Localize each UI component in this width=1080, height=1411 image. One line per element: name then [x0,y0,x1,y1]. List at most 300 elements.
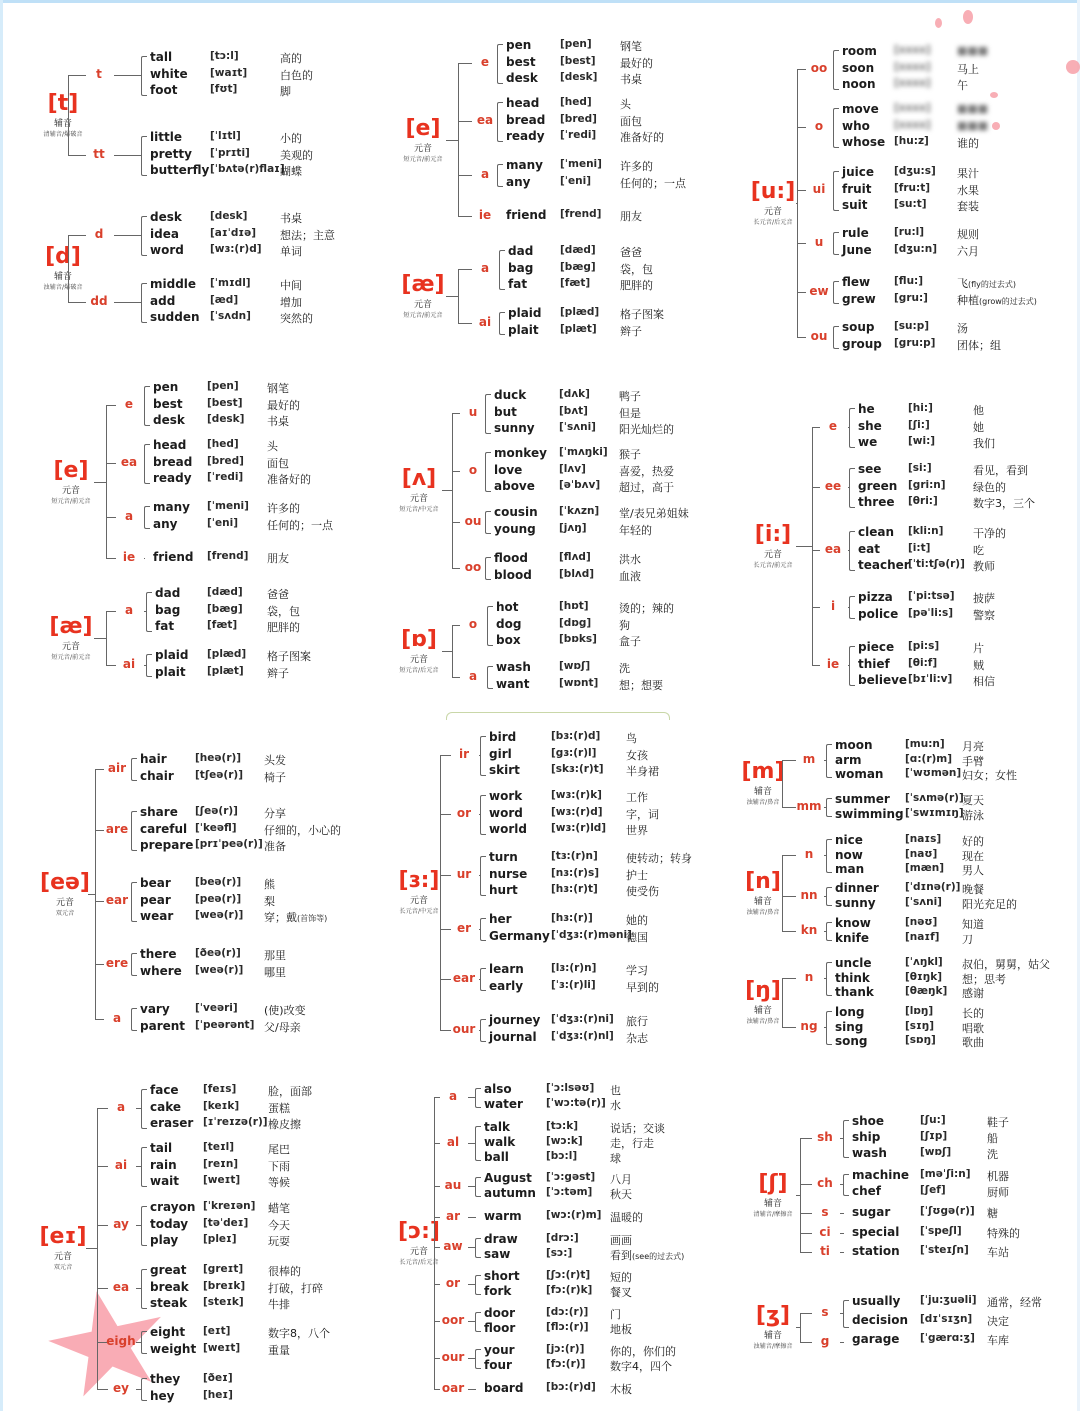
head-connector [446,140,458,141]
english-word: love [494,462,523,477]
english-word: dad [155,586,181,600]
chinese-meaning [264,805,286,821]
tree-trunk [800,1313,801,1342]
chinese-meaning [973,435,995,451]
word-bracket [475,1177,481,1197]
word-bracket [480,968,486,991]
meaning-text: 数字4，四个 [610,1360,672,1373]
english-word: wash [852,1146,887,1160]
english-word: talk [484,1120,510,1134]
tree-trunk [458,269,459,323]
chinese-meaning [268,1200,290,1216]
chinese-meaning [973,419,984,435]
meaning-text: 团体；组 [957,338,1001,352]
phonetic: [bred] [560,112,597,125]
english-word: world [489,822,527,836]
english-word: uncle [835,956,872,970]
english-word: wait [150,1174,180,1188]
phoneme-subtype: 双元音 [53,1263,73,1271]
phonetic: [wɜ:(r)k] [551,789,602,801]
meaning-text: 水 [610,1099,621,1112]
word-bracket [475,1238,481,1258]
english-word: she [858,418,882,433]
chinese-meaning [973,525,1006,541]
phonetic: [naɪs] [905,833,942,845]
phonetic: [xxxx] [894,77,931,89]
meaning-text: 任何的；一点 [620,176,686,190]
meaning-text: 熊 [264,878,275,891]
chinese-meaning [620,55,653,71]
phonetic: [flʌd] [559,551,591,563]
spelling-pattern: a [124,508,134,523]
english-word: hey [150,1388,175,1403]
meaning-text: 哪里 [264,965,286,979]
phoneme-subtype: 短元音/前元音 [51,496,91,505]
chinese-meaning [957,337,1001,353]
english-word: steak [150,1296,188,1310]
meaning-text: ■■■ [957,44,989,57]
word-bracket [131,1008,137,1031]
phonetic: [bʌt] [559,404,588,417]
meaning-text: 球 [610,1152,621,1165]
english-word: desk [150,210,182,224]
phonetic: [keɪk] [203,1099,240,1112]
phonetic: [wi:] [908,435,936,447]
phonetic: [dæd] [207,586,243,598]
word-bracket [826,887,832,906]
tree-trunk [68,235,69,302]
decor-dot [990,92,998,98]
phonetic: [ˈdɪnə(r)] [905,881,961,893]
spelling-pattern: ea [112,1279,130,1294]
chinese-meaning [957,243,979,259]
english-word: August [484,1171,532,1185]
spelling-pattern: a [480,260,490,275]
meaning-text: 任何的；一点 [267,518,333,532]
english-word: pizza [858,590,893,604]
meaning-text: 也 [610,1084,621,1097]
phonetic: [hɒt] [559,600,589,612]
meaning-text: 女孩 [626,748,648,762]
phonetic: [bɔ:(r)d] [546,1381,596,1393]
english-word: pear [140,892,171,907]
spelling-pattern: ai [122,656,136,671]
meaning-text: 谁的 [957,137,979,150]
english-word: careful [140,821,188,836]
word-bracket [833,326,839,349]
chinese-meaning [626,979,659,995]
meaning-text: 书桌 [620,73,642,86]
meaning-text: 洗 [987,1148,998,1161]
phonetic: [hu:z] [894,135,929,147]
meaning-text: 脸，面部 [268,1085,312,1098]
meaning-text: 头发 [264,754,286,767]
meaning-text: 鸟 [626,732,637,745]
phonetic: [xxxx] [894,60,931,73]
phonetic: [ˈredi] [560,129,597,141]
meaning-text: 短的 [610,1271,632,1284]
meaning-text: 八月 [610,1173,632,1186]
phonetic: [ˈeni] [560,174,592,187]
spelling-pattern: ch [817,1176,833,1190]
word-bracket [843,1174,849,1196]
english-word: pretty [150,146,192,161]
english-word: hot [496,600,519,614]
chinese-meaning [280,227,335,243]
word-bracket [141,1206,147,1246]
phonetic: [ru:l] [894,226,925,238]
word-bracket [475,1275,481,1295]
meaning-text: 飞 [957,277,968,290]
spelling-pattern: u [468,404,478,419]
phoneme-category: 元音 [413,143,432,154]
english-word: box [496,633,521,647]
phonetic: [nəʊ] [905,916,938,928]
meaning-text: 字，词 [626,807,659,821]
meaning-text: 朋友 [620,210,642,223]
english-word: desk [506,71,538,85]
phonetic: [bæg] [207,602,243,615]
meaning-text: 突然的 [280,312,313,325]
word-bracket [497,164,503,187]
spelling-pattern: are [105,821,129,836]
branch-line [840,1342,844,1343]
chinese-meaning [957,135,979,151]
spelling-pattern: t [96,66,102,81]
english-word: any [506,174,531,189]
english-word: many [153,500,190,514]
phonetic: [greɪt] [203,1263,244,1275]
phonetic: [weə(r)] [195,963,244,976]
meaning-text: 秋天 [610,1188,632,1201]
phoneme-heading [28,91,98,138]
english-word: think [835,970,870,985]
meaning-text: 厨师 [987,1186,1009,1199]
phonetic: [gru:p] [894,336,936,349]
word-bracket [826,744,832,778]
phonetic: [fɔ:(r)k] [546,1284,593,1296]
chinese-meaning [957,61,979,77]
english-word: soon [842,60,875,75]
meaning-text: 袋，包 [620,262,653,276]
word-bracket [141,1331,147,1354]
branch-line [114,75,142,76]
spelling-pattern: ir [458,746,470,761]
phonetic: [ˈju:ʒuəli] [920,1294,977,1306]
english-word: warm [484,1209,522,1223]
chinese-meaning [280,210,302,226]
chinese-meaning [267,665,289,681]
phonetic: [sɪŋ] [905,1019,935,1032]
chinese-meaning [267,413,289,429]
english-word: monkey [494,446,547,460]
head-connector [94,638,106,639]
spelling-pattern: i [830,598,836,613]
meaning-text: 餐叉 [610,1286,632,1299]
english-word: three [858,495,895,509]
chinese-meaning [610,1232,632,1248]
chinese-meaning [267,550,289,566]
phoneme-category: 元音 [409,896,428,907]
phonetic: [best] [207,396,243,409]
english-word: arm [835,752,862,767]
spelling-pattern: air [107,760,127,775]
english-word: above [494,479,535,493]
meaning-text: 椅子 [264,770,286,784]
english-word: great [150,1263,187,1277]
word-bracket [480,918,486,941]
chinese-meaning [264,947,286,963]
meaning-text: 午 [957,79,968,92]
phonetic: [bɔ:l] [546,1150,578,1162]
phonetic: [wɜ:(r)d] [210,243,262,255]
chinese-meaning [268,1217,290,1233]
meaning-text: ■■■ [957,118,989,132]
branch-line [114,235,142,236]
meaning-text: 好的 [962,835,984,848]
phoneme-category: 元音 [55,897,74,908]
meaning-text: 美观的 [280,148,313,162]
phoneme-subtype: 短元音/前元音 [403,154,443,163]
meaning-note: (fly的过去式) [968,280,1017,289]
word-bracket [487,606,493,646]
spelling-pattern: ee [824,478,842,493]
english-word: sunny [494,421,535,435]
chinese-meaning [610,1082,621,1098]
phonetic: [hi:] [908,402,933,414]
english-word: vary [140,1002,170,1016]
word-bracket [141,56,147,96]
word-bracket [131,811,137,851]
english-word: turn [489,850,518,864]
phoneme-symbol: [t] [47,90,79,116]
spelling-pattern: n [804,846,814,861]
chinese-meaning [280,243,302,259]
phonetic: [ˈɜ:(r)li] [551,978,596,991]
english-word: chef [852,1184,882,1198]
meaning-text: 走，行走 [610,1137,654,1150]
phoneme-symbol: [eɪ] [39,1224,87,1250]
chinese-meaning [619,479,674,495]
phonetic: [bɒks] [559,633,597,645]
chinese-meaning [626,1030,648,1046]
meaning-text: 世界 [626,824,648,837]
phonetic: [desk] [560,71,598,83]
chinese-meaning [267,438,278,454]
english-word: thank [835,985,874,999]
phoneme-symbol: [ɔ:] [398,1218,440,1244]
phonetic: [məˈʃi:n] [920,1168,971,1180]
meaning-text: 六月 [957,244,979,258]
word-bracket [485,452,491,492]
phonetic: [wɔ:k] [546,1135,583,1147]
spelling-pattern: au [444,1178,462,1192]
chinese-meaning [626,1013,648,1029]
chinese-meaning [620,306,664,322]
phonetic: [steɪk] [203,1296,244,1308]
spelling-pattern: oor [441,1313,465,1327]
meaning-text: 长的 [962,1007,984,1020]
phonetic: [ˈprɪti] [210,146,250,159]
meaning-text: 半身裙 [626,765,659,778]
spelling-pattern: ea [120,454,138,469]
phonetic: [feɪs] [203,1083,237,1095]
english-word: suit [842,198,868,212]
meaning-text: 书桌 [280,212,302,225]
phoneme-symbol: [ʃ] [758,1171,788,1196]
meaning-text: ■■■ [957,102,989,115]
meaning-text: 朋友 [267,552,289,565]
english-word: dog [496,616,522,631]
phonetic: [fɔ:(r)] [546,1358,586,1370]
english-word: shoe [852,1114,885,1128]
word-bracket [833,108,839,148]
meaning-text: 工作 [626,791,648,804]
phonetic: [drɔ:] [546,1232,579,1244]
word-bracket [141,283,147,323]
phonetic: [hɜ:(r)t] [551,883,598,895]
phonetic: [hed] [560,96,592,108]
phonetic: [θi:f] [908,656,938,669]
phonetic: [lɜ:(r)n] [551,962,597,974]
chinese-meaning [280,67,313,83]
chinese-meaning [987,1205,998,1221]
english-word: door [484,1306,515,1320]
chinese-meaning [280,50,302,66]
chinese-meaning [957,77,968,93]
meaning-text: 增加 [280,295,302,309]
phonetic: [beə(r)] [195,876,242,888]
english-word: walk [484,1135,516,1149]
chinese-meaning [267,603,300,619]
chinese-meaning [987,1313,1009,1329]
phonetic: [dʒu:s] [894,165,936,177]
english-word: thief [858,656,890,671]
phonetic: [naʊ] [905,847,938,860]
phonetic: [flu:] [894,275,924,287]
phonetic: [plæt] [207,664,244,677]
chinese-meaning [626,912,648,928]
phonetic: [hed] [207,438,239,450]
word-bracket [141,1089,147,1129]
phonetic: [mu:n] [905,738,945,750]
phonetic: [tɔ:l] [210,50,239,62]
phoneme-heading [728,869,798,916]
phoneme-subtype: 长元音/中元音 [399,907,439,915]
phonetic: [desk] [207,413,245,425]
phoneme-subtype: 短元音/中元音 [399,505,439,513]
phonetic: [xxxx] [894,102,931,114]
meaning-text: 叔伯，舅舅，姑父 [962,958,1050,971]
meaning-text: 绿色的 [973,480,1006,494]
meaning-text: 看见，看到 [973,464,1028,477]
english-word: there [140,947,177,961]
word-bracket [833,171,839,211]
meaning-text: 想法；主意 [280,228,335,242]
english-word: station [852,1244,900,1258]
english-word: friend [506,208,547,222]
spelling-pattern: our [452,1021,476,1036]
meaning-text: 穿；戴 [264,911,297,924]
spelling-pattern: or [445,1276,461,1290]
word-bracket [485,394,491,434]
spelling-pattern: o [468,462,478,477]
spelling-pattern: ear [452,970,476,985]
meaning-text: 牛排 [268,1298,290,1311]
meaning-text: 夏天 [962,794,984,807]
head-connector [446,296,458,297]
phonetic: [fru:t] [894,181,931,194]
chinese-meaning [264,769,286,785]
phonetic: [ˈmeni] [560,158,602,170]
phoneme-category: 元音 [409,654,428,665]
spelling-pattern: e [480,54,490,69]
phoneme-symbol: [æ] [49,613,93,639]
phonetic: [bred] [207,454,244,467]
phonetic: [wɜ:(r)d] [551,805,603,818]
phoneme-category: 辅音 [763,1331,782,1342]
tree-trunk [68,75,69,155]
meaning-text: 木板 [610,1383,632,1396]
meaning-text: 门 [610,1308,621,1321]
phonetic: [su:t] [894,198,927,210]
chinese-meaning [957,198,979,214]
meaning-text: 干净的 [973,527,1006,540]
english-word: flew [842,275,871,289]
spelling-pattern: ai [478,314,492,329]
english-word: parent [140,1018,186,1033]
word-bracket [475,1312,481,1332]
english-word: but [494,404,517,419]
word-bracket [849,596,855,619]
spelling-pattern: ou [464,513,482,528]
meaning-text: 爸爸 [267,588,289,601]
chinese-meaning [962,896,1017,912]
english-word: sugar [852,1205,891,1219]
chinese-meaning [987,1225,1020,1241]
chinese-meaning [610,1186,632,1202]
meaning-text: 说话；交谈 [610,1122,665,1135]
phoneme-category: 辅音 [753,896,772,907]
meaning-text: 片 [973,642,984,655]
meaning-text: 辫子 [267,666,289,680]
chinese-meaning [987,1244,1009,1260]
word-bracket [826,839,832,873]
word-bracket [833,281,839,304]
chinese-meaning [626,867,648,883]
chinese-meaning [264,876,275,892]
word-bracket [144,386,150,426]
phoneme-subtype: 短元音/前元音 [51,652,91,661]
chinese-meaning [267,471,311,487]
phonetic: [bɪˈli:v] [908,673,953,685]
meaning-note: (首饰等) [297,914,328,923]
english-word: bag [155,602,181,617]
english-word: eat [858,541,880,556]
english-word: draw [484,1232,518,1246]
english-word: foot [150,83,178,97]
tree-trunk [797,69,798,337]
phonetic: [hɜ:(r)] [551,912,593,924]
spelling-pattern: m [802,751,816,766]
meaning-text: 盒子 [619,635,641,648]
spelling-pattern: ie [122,550,136,565]
meaning-text: 爸爸 [620,246,642,259]
english-word: wear [140,909,174,923]
spelling-pattern: s [821,1205,829,1219]
phonetic: [θɪŋk] [905,970,942,983]
chinese-meaning [626,730,637,746]
